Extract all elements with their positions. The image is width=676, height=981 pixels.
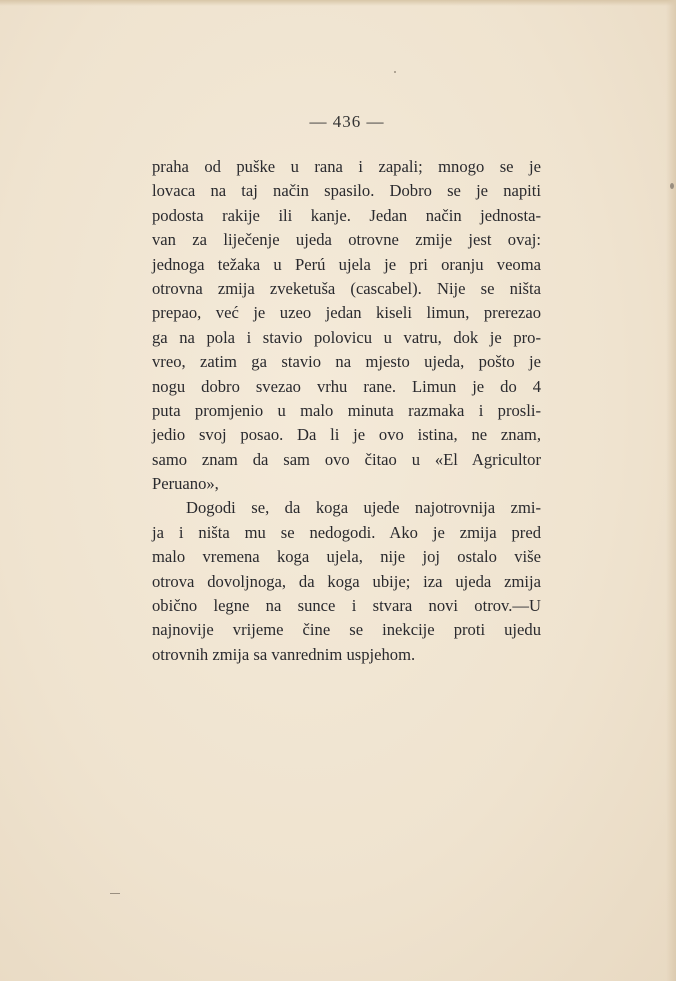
text-line: Dogodi se, da koga ujede najotrovnija zmi- (186, 498, 541, 518)
paper-speck (394, 71, 396, 73)
page-right-edge (666, 0, 676, 981)
text-line: nogu dobro svezao vrhu rane. Limun je do 4 (152, 376, 541, 396)
text-line: najnovije vrijeme čine se inekcije proti ujedu (152, 620, 541, 640)
text-line: jednoga težaka u Perú ujela je pri oranju veoma (152, 254, 541, 274)
paper-speck (110, 893, 120, 894)
page-top-edge (0, 0, 676, 6)
text-line: praha od puške u rana i zapali; mnogo se je (152, 157, 541, 176)
text-line: otrovna zmija zvеketuša (cascabel). Nije se ništa (152, 278, 541, 298)
text-line: ga na pola i stavio polovicu u vatru, dok je pro- (152, 327, 541, 347)
text-line: Peruano», (152, 474, 219, 494)
text-line: lovaca na taj način spasilo. Dobro se je napiti (152, 181, 541, 201)
text-line: malo vremena koga ujela, nije joj ostalo više (152, 547, 541, 567)
text-line: podosta rakije ili kanje. Jedan način jednosta- (152, 205, 541, 225)
text-line: van za liječenje ujeda otrovne zmije jest ovaj: (152, 230, 541, 250)
body-text (152, 155, 541, 667)
text-line: samo znam da sam ovo čitao u «El Agricultor (152, 449, 541, 469)
page-number: — 436 — (309, 112, 385, 131)
text-line: vreo, zatim ga stavio na mjesto ujeda, pošto je (152, 352, 541, 372)
text-line: otrova dovoljnoga, da koga ubije; iza ujeda zmija (152, 571, 541, 591)
text-line: ja i ništa mu se nedogodi. Ako je zmija pred (152, 522, 541, 542)
text-line: jedio svoj posao. Da li je ovo istina, ne znam, (152, 425, 541, 445)
text-line: prepao, već je uzeo jedan kiseli limun, prerezao (152, 303, 541, 323)
text-line: puta promjenio u malo minuta razmaka i prosli- (152, 400, 541, 420)
text-line: obično legne na sunce i stvara novi otrov.—U (152, 596, 541, 616)
paper-speck (670, 183, 674, 189)
text-line: otrovnih zmija sa vanrednim uspjehom. (152, 644, 416, 664)
